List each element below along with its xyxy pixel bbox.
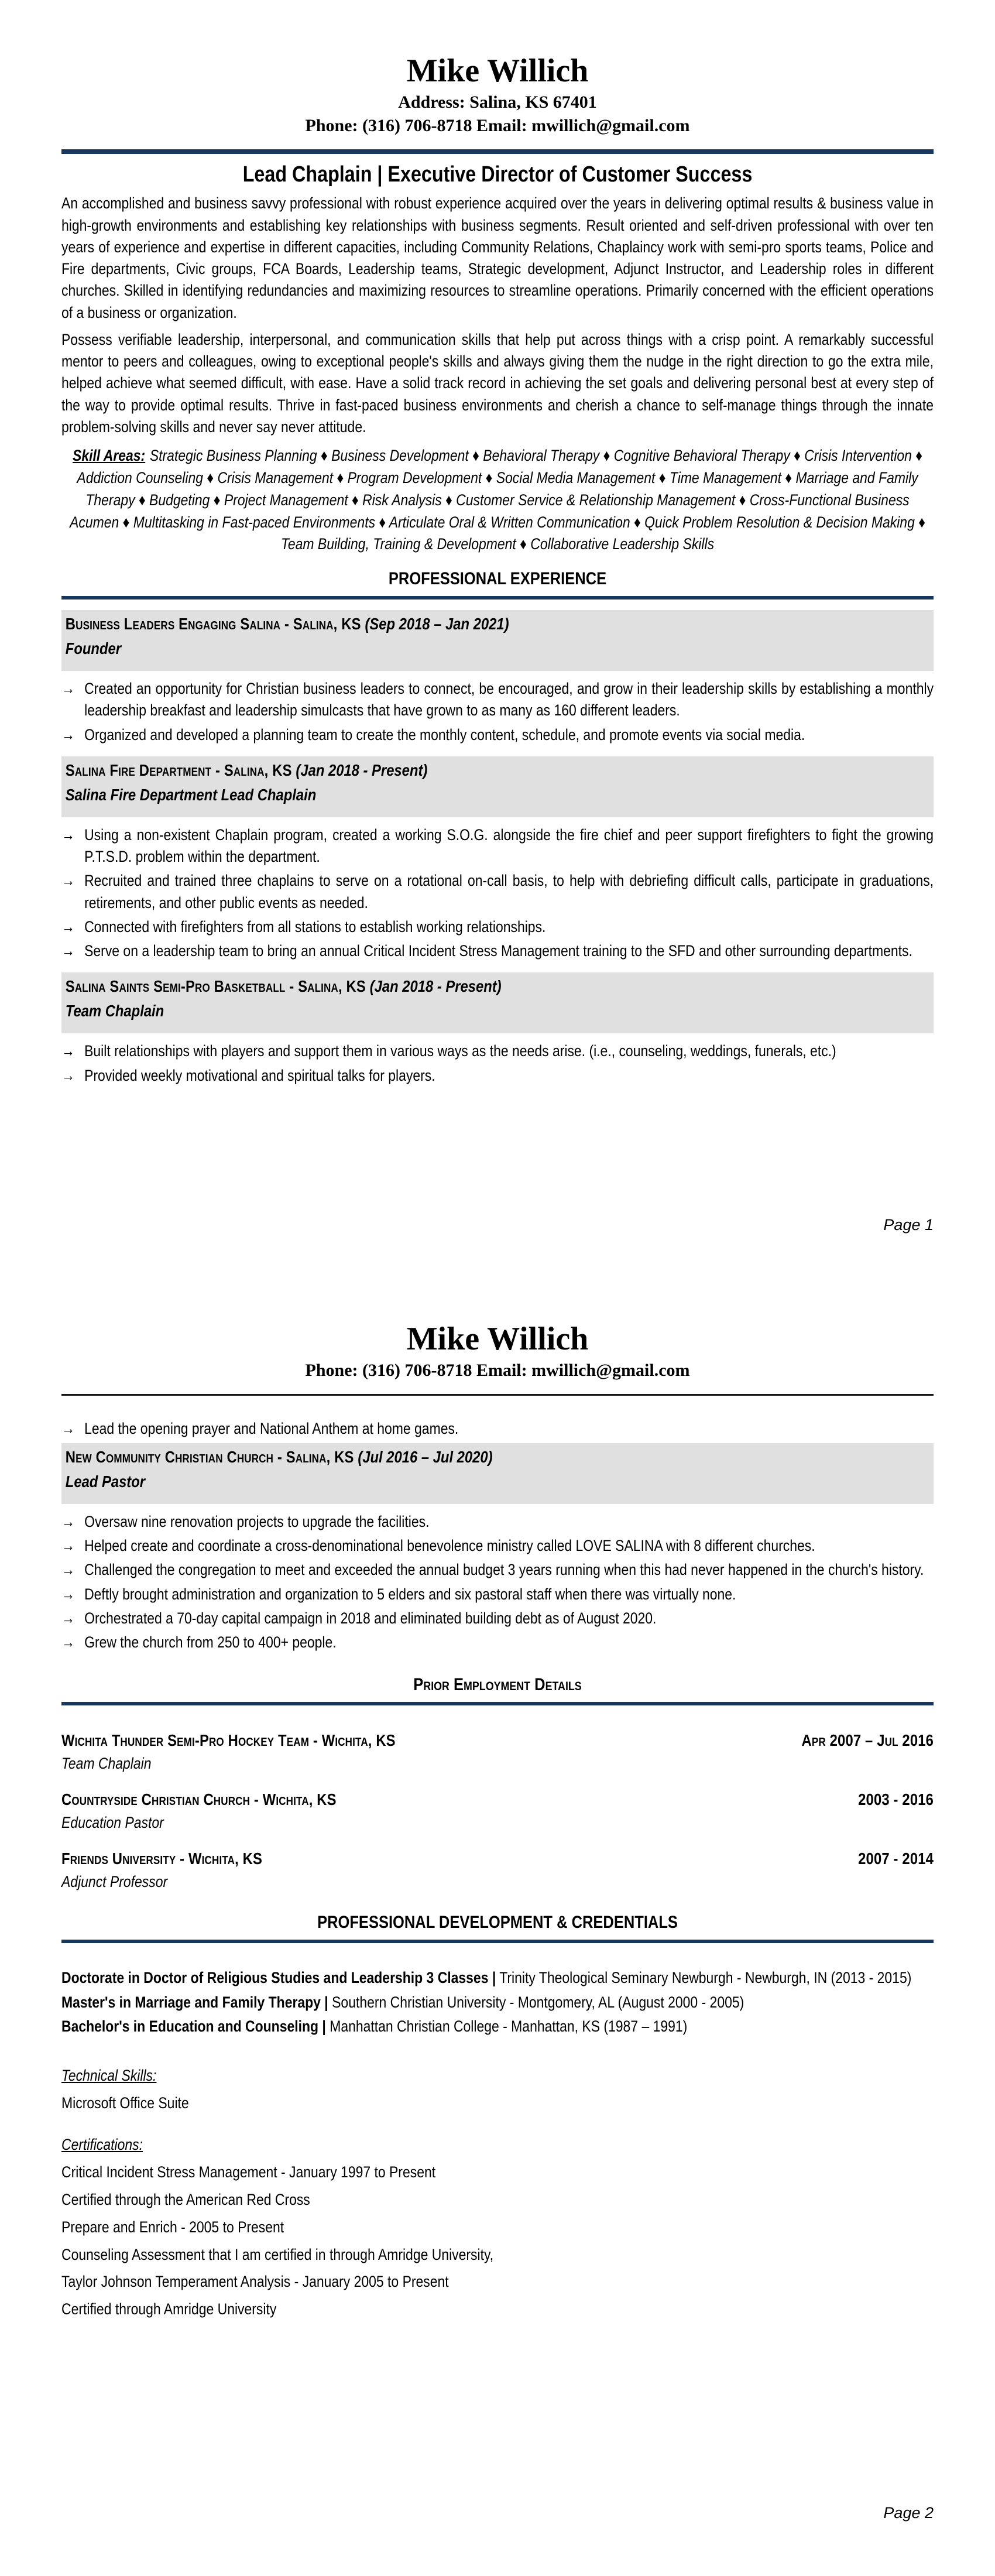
bullet-item [61, 1535, 934, 1557]
section-title-professional-development: PROFESSIONAL DEVELOPMENT & CREDENTIALS [317, 1913, 678, 1933]
section-title-professional-experience: PROFESSIONAL EXPERIENCE [388, 569, 607, 589]
arrow-bullet-icon: → [61, 1609, 75, 1627]
arrow-bullet-icon: → [61, 680, 75, 698]
page-1-header [61, 0, 934, 136]
skill-areas [61, 445, 934, 556]
education-degree: Master's in Marriage and Family Therapy | [61, 1993, 328, 2011]
page-number-label: Page 2 [883, 2504, 934, 2522]
prior-employment-company: Wichita Thunder Semi-Pro Hockey Team - Wichita, KS [61, 1731, 396, 1750]
bullet-text: Lead the opening prayer and National Anthem at home games. [84, 1419, 459, 1437]
page-1-body [61, 162, 934, 1087]
arrow-bullet-icon: → [61, 1537, 75, 1555]
bullet-item [61, 1040, 934, 1062]
arrow-bullet-icon: → [61, 1585, 75, 1603]
technical-skill-item: Microsoft Office Suite [61, 2094, 189, 2112]
certification-item: Counseling Assessment that I am certified in through Amridge University, [61, 2245, 494, 2263]
bullet-text: Provided weekly motivational and spiritual talks for players. [84, 1066, 435, 1084]
technical-skills-label: Technical Skills: [61, 2066, 157, 2084]
bullet-item [61, 1065, 934, 1087]
job-dates: (Jul 2016 – Jul 2020) [358, 1447, 493, 1466]
bullet-item [61, 870, 934, 914]
job-title: Lead Pastor [65, 1472, 146, 1491]
certification-item: Critical Incident Stress Management - January 1997 to Present [61, 2163, 436, 2181]
certifications-list [61, 2161, 934, 2321]
prior-employment-title: Adjunct Professor [61, 1873, 168, 1891]
skill-areas-list: Strategic Business Planning ♦ Business Development ♦ Behavioral Therapy ♦ Cognitive Behavioral Therapy ♦ Crisis Intervention ♦ Addiction Counseling ♦ Crisis Management ♦ Program Development ♦ Social Media Management ♦ Time Management ♦ Marriage and Family Therapy ♦ Budgeting ♦ Project Management ♦ Risk Analysis ♦ Customer Service & Relationship Management ♦ Cross-Functional Business Acumen ♦ Multitasking in Fast-paced Environments ♦ Articulate Oral & Written Communication ♦ Quick Problem Resolution & Decision Making ♦ Team Building, Training & Development ♦ Collaborative Leadership Skills [70, 447, 925, 553]
job-header [61, 972, 934, 1033]
arrow-bullet-icon: → [61, 1042, 75, 1060]
technical-skills-section [61, 2065, 934, 2115]
technical-skills-list [61, 2092, 934, 2115]
resume-page-2 [0, 1265, 995, 2576]
job-dates: (Jan 2018 - Present) [369, 977, 502, 996]
skill-areas-label: Skill Areas: [73, 447, 146, 465]
page-1-content [0, 0, 995, 1234]
summary-paragraph: An accomplished and business savvy professional with robust experience acquired over the years in delivering optimal results & business value in high-growth environments and establishing key relationships with business segments. Result oriented and self-driven professional with over ten years of experience and expertise in different capacities, including Community Relations, Chaplaincy work with semi-pro sports teams, Police and Fire departments, Civic groups, FCA Boards, Leadership teams, Strategic development, Adjunct Instructor, and Leadership roles in different churches. Skilled in identifying redundancies and maximizing resources to streamline operations. Primarily concerned with the efficient operations of a business or organization. [61, 194, 934, 321]
job-dates: (Sep 2018 – Jan 2021) [365, 615, 509, 633]
contact-line: Phone: (316) 706-8718 Email: mwillich@gmail.com [305, 1360, 690, 1380]
prior-employment-list [61, 1731, 934, 1891]
arrow-bullet-icon: → [61, 1066, 75, 1084]
bullet-item [61, 724, 934, 746]
arrow-bullet-icon: → [61, 825, 75, 844]
education-degree: Bachelor's in Education and Counseling | [61, 2017, 326, 2035]
bullet-text: Deftly brought administration and organization to 5 elders and six pastoral staff when there was virtually none. [84, 1585, 736, 1603]
page-2-body [61, 1418, 934, 2321]
bullet-item [61, 1511, 934, 1533]
bullet-item [61, 916, 934, 938]
prior-employment-entry [61, 1849, 934, 1891]
prior-employment-company: Countryside Christian Church - Wichita, KS [61, 1790, 337, 1809]
job-entry [61, 610, 934, 746]
arrow-bullet-icon: → [61, 1633, 75, 1652]
job-title: Team Chaplain [65, 1002, 164, 1020]
resume-page-1 [0, 0, 995, 1265]
arrow-bullet-icon: → [61, 725, 75, 744]
prior-employment-entry [61, 1790, 934, 1832]
contact-line: Phone: (316) 706-8718 Email: mwillich@gmail.com [305, 115, 690, 135]
prior-employment-dates: Apr 2007 – Jul 2016 [801, 1731, 934, 1750]
prior-employment-company: Friends University - Wichita, KS [61, 1849, 263, 1868]
page-2-content [0, 1265, 995, 2522]
bullet-list [61, 824, 934, 962]
bullet-text: Created an opportunity for Christian business leaders to connect, be encouraged, and grow in their leadership skills by establishing a monthly leadership breakfast and leadership simulcasts that have grown to as many as 160 different leaders. [84, 680, 934, 720]
certification-item: Prepare and Enrich - 2005 to Present [61, 2218, 284, 2236]
certifications-section [61, 2134, 934, 2321]
bullet-text: Orchestrated a 70-day capital campaign in 2018 and eliminated building debt as of August 2020. [84, 1609, 657, 1627]
headline: Lead Chaplain | Executive Director of Customer Success [242, 162, 753, 187]
prior-employment-dates: 2003 - 2016 [858, 1790, 934, 1809]
prior-employment-title: Education Pastor [61, 1814, 164, 1832]
prior-employment-dates: 2007 - 2014 [858, 1849, 934, 1868]
bullet-text: Challenged the congregation to meet and exceeded the annual budget 3 years running when this had never happened in the church's history. [84, 1561, 924, 1579]
job-header [61, 610, 934, 671]
bullet-text: Serve on a leadership team to bring an annual Critical Incident Stress Management training to the SFD and other surrounding departments. [84, 942, 912, 960]
bullet-item [61, 1559, 934, 1581]
prior-employment-entry [61, 1731, 934, 1773]
page-number-label: Page 1 [883, 1216, 934, 1234]
certification-item: Taylor Johnson Temperament Analysis - January 2005 to Present [61, 2273, 449, 2291]
bullet-item [61, 678, 934, 722]
certifications-label: Certifications: [61, 2136, 143, 2154]
bullet-text: Grew the church from 250 to 400+ people. [84, 1633, 337, 1652]
person-name: Mike Willich [406, 1321, 589, 1357]
bullet-item [61, 1584, 934, 1605]
prior-employment-section [61, 1673, 934, 1891]
section-rule [61, 1702, 934, 1705]
job-title: Founder [65, 639, 121, 658]
education-details: Trinity Theological Seminary Newburgh - Newburgh, IN (2013 - 2015) [499, 1969, 912, 1987]
job-dates: (Jan 2018 - Present) [296, 761, 428, 779]
arrow-bullet-icon: → [61, 872, 75, 890]
address-line: Address: Salina, KS 67401 [398, 92, 597, 112]
job-header [61, 1443, 934, 1504]
certification-item: Certified through Amridge University [61, 2300, 277, 2318]
arrow-bullet-icon: → [61, 917, 75, 936]
bullet-item [61, 1608, 934, 1629]
education-details: Manhattan Christian College - Manhattan, KS (1987 – 1991) [330, 2017, 688, 2035]
bullet-text: Helped create and coordinate a cross-denominational benevolence ministry called LOVE SALINA with 8 different churches. [84, 1537, 815, 1555]
prior-employment-row [61, 1849, 934, 1868]
page-2-header [61, 1265, 934, 1381]
arrow-bullet-icon: → [61, 942, 75, 960]
bullet-item [61, 824, 934, 868]
job-header [61, 756, 934, 817]
arrow-bullet-icon: → [61, 1419, 75, 1437]
person-name: Mike Willich [406, 53, 589, 89]
job-entry [61, 756, 934, 962]
summary-section [61, 193, 934, 438]
bullet-list [61, 1511, 934, 1654]
bullet-item [61, 940, 934, 962]
section-title-prior-employment: Prior Employment Details [413, 1675, 582, 1695]
bullet-text: Recruited and trained three chaplains to serve on a rotational on-call basis, to help with debriefing difficult calls, participate in graduations, retirements, and other public events as needed. [84, 872, 934, 912]
job-entry [61, 1443, 934, 1654]
bullet-list [61, 1040, 934, 1087]
bullet-text: Using a non-existent Chaplain program, created a working S.O.G. alongside the fire chief and peer support firefighters to fight the growing P.T.S.D. problem within the department. [84, 825, 934, 866]
education-entry [61, 1991, 934, 2014]
prior-employment-row [61, 1790, 934, 1809]
header-rule [61, 149, 934, 154]
section-rule [61, 596, 934, 600]
education-list [61, 1967, 934, 2037]
job-company: Salina Fire Department - Salina, KS [65, 761, 292, 779]
education-entry [61, 2015, 934, 2038]
arrow-bullet-icon: → [61, 1512, 75, 1530]
summary-paragraph: Possess verifiable leadership, interpersonal, and communication skills that help put across things with a crisp point. A remarkably successful mentor to peers and colleagues, owing to exceptional people's skills and always giving them the nudge in the right direction to go the extra mile, helped achieve what seemed difficult, with ease. Have a solid track record in achieving the set goals and delivering personal best at every step of the way to provide optimal results. Thrive in fast-paced business environments and cherish a chance to self-manage things through the innate problem-solving skills and never say never attitude. [61, 330, 934, 436]
bullet-text: Organized and developed a planning team to create the monthly content, schedule, and promote events via social media. [84, 725, 805, 744]
job-entry [61, 972, 934, 1087]
bullet-text: Connected with firefighters from all stations to establish working relationships. [84, 917, 546, 936]
education-degree: Doctorate in Doctor of Religious Studies and Leadership 3 Classes | [61, 1969, 496, 1987]
education-details: Southern Christian University - Montgomery, AL (August 2000 - 2005) [332, 1993, 744, 2011]
job-list-page-1 [61, 610, 934, 1087]
carryover-bullet-item [61, 1418, 934, 1440]
job-company: New Community Christian Church - Salina, KS [65, 1447, 354, 1466]
job-company: Salina Saints Semi-Pro Basketball - Salina, KS [65, 977, 366, 996]
section-rule [61, 1940, 934, 1943]
certification-item: Certified through the American Red Cross [61, 2191, 310, 2209]
bullet-text: Oversaw nine renovation projects to upgrade the facilities. [84, 1512, 430, 1530]
job-title: Salina Fire Department Lead Chaplain [65, 785, 317, 804]
header-rule-thin [61, 1394, 934, 1396]
bullet-item [61, 1632, 934, 1653]
arrow-bullet-icon: → [61, 1561, 75, 1579]
job-company: Business Leaders Engaging Salina - Salina, KS [65, 615, 361, 633]
education-entry [61, 1967, 934, 1989]
prior-employment-row [61, 1731, 934, 1750]
prior-employment-title: Team Chaplain [61, 1755, 152, 1773]
job-list-page-2 [61, 1443, 934, 1654]
bullet-text: Built relationships with players and support them in various ways as the needs arise. (i.e., counseling, weddings, funerals, etc.) [84, 1042, 836, 1060]
bullet-list [61, 678, 934, 746]
